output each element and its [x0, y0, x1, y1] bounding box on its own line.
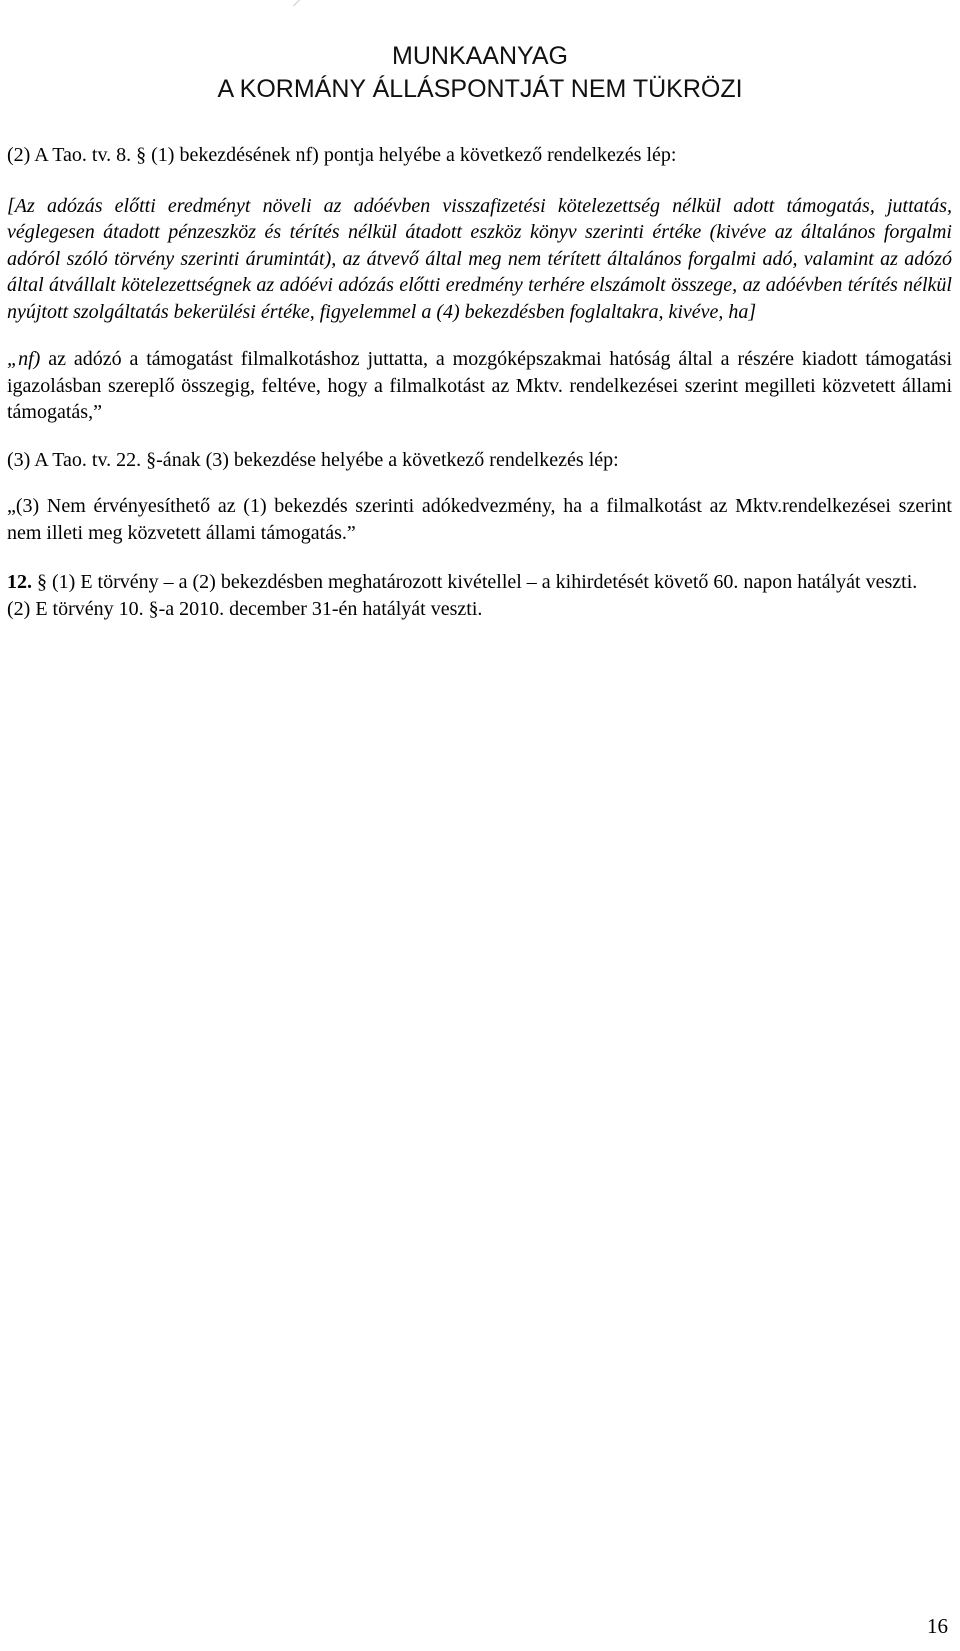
document-header — [0, 40, 960, 106]
page-number: 16 — [927, 1614, 948, 1638]
amendment-intro-8: (2) A Tao. tv. 8. § (1) bekezdésének nf) pontja helyébe a következő rendelkezés lép: — [7, 144, 677, 166]
section-number: 12. — [7, 571, 32, 593]
context-italic-paragraph: [Az adózás előtti eredményt növeli az adóévben visszafizetési kötelezettség nélkül adott támogatás, juttatás, véglegesen átadott pénzeszköz és térítés nélkül átadott eszköz könyv szerinti értéke (kivéve az általános forgalmi adóról szóló törvény szerinti árumintát), az átvevő által meg nem térített általános forgalmi adó, valamint az adózó által átvállalt kötelezettségnek az adóévi adózás előtti eredmény terhére elszámolt összege, az adóévben térítés nélkül nyújtott szolgáltatás bekerülési értéke, figyelemmel a (4) bekezdésben foglaltakra, kivéve, ha] — [7, 194, 952, 323]
document-body — [7, 142, 952, 622]
scan-mark — [293, 0, 301, 6]
nf-point-paragraph — [7, 346, 952, 426]
amendment-intro-22: (3) A Tao. tv. 22. §-ának (3) bekezdése helyébe a következő rendelkezés lép: — [7, 448, 619, 471]
section-12-text: § (1) E törvény – a (2) bekezdésben meghatározott kivétellel – a kihirdetését követő 60. napon hatályát veszti. — [32, 571, 918, 593]
section-12-paragraph-2: (2) E törvény 10. §-a 2010. december 31-én hatályát veszti. — [7, 597, 483, 620]
header-line-1: MUNKAANYAG — [392, 42, 568, 70]
header-line-2: A KORMÁNY ÁLLÁSPONTJÁT NEM TÜKRÖZI — [217, 75, 743, 103]
section-12-paragraph-1 — [7, 569, 952, 596]
nf-point-text: az adózó a támogatást filmalkotáshoz juttatta, a mozgóképszakmai hatóság által a részére kiadott támogatási igazolásban szereplő összegig, feltéve, hogy a filmalkotást az Mktv. rendelkezései szerint megilleti közvetett állami támogatás,” — [7, 348, 952, 423]
quoted-provision: „(3) Nem érvényesíthető az (1) bekezdés szerinti adókedvezmény, ha a filmalkotást az Mktv.rendelkezései szerint nem illeti meg közvetett állami támogatás.” — [7, 495, 952, 544]
nf-point-label: „nf) — [7, 348, 41, 370]
